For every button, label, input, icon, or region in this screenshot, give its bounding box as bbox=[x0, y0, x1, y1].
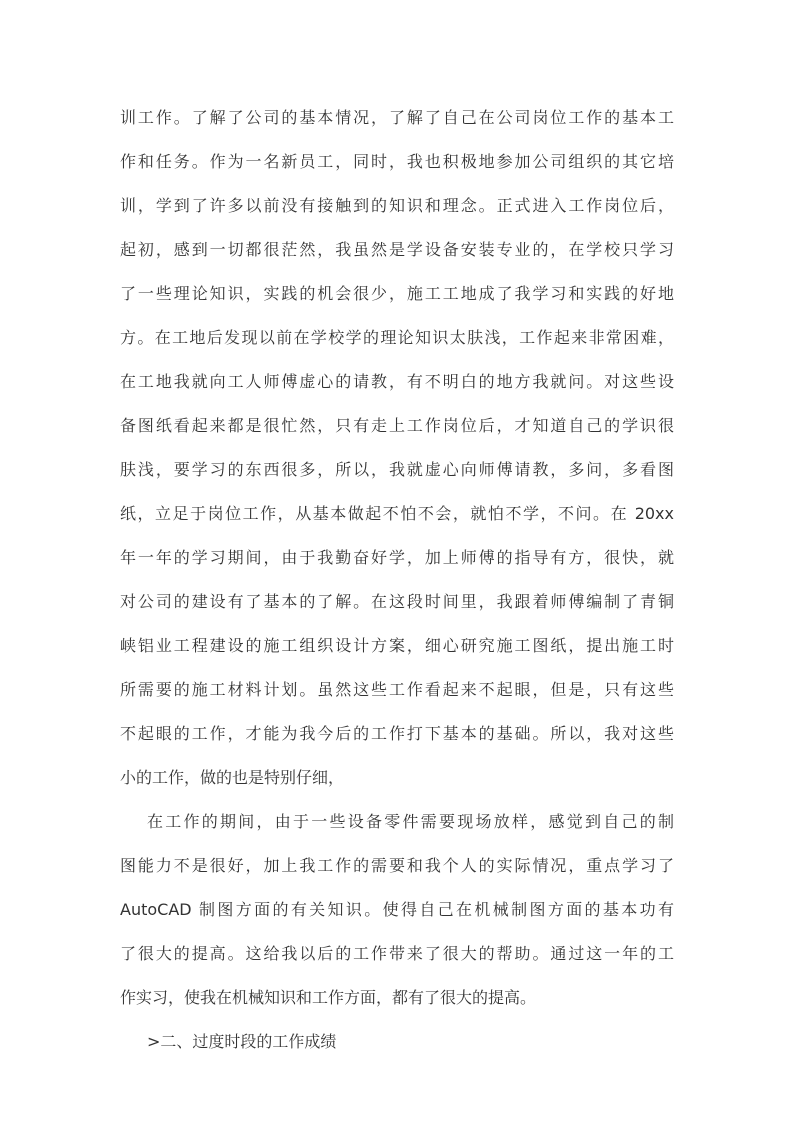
paragraph-2-line-1: 在工作的期间，由于一些设备零件需要现场放样，感觉到自己的制 bbox=[147, 812, 674, 831]
paragraph-2-line-2: 图能力不是很好，加上我工作的需要和我个人的实际情况，重点学习了 bbox=[120, 856, 674, 875]
paragraph-1-line-2: 作和任务。作为一名新员工，同时，我也积极地参加公司组织的其它培 bbox=[120, 152, 674, 171]
paragraph-1-line-13: 峡铝业工程建设的施工组织设计方案，细心研究施工图纸，提出施工时 bbox=[120, 636, 674, 655]
paragraph-2-line-4: 了很大的提高。这给我以后的工作带来了很大的帮助。通过这一年的工 bbox=[120, 944, 674, 963]
paragraph-1-line-7: 在工地我就向工人师傅虚心的请教，有不明白的地方我就问。对这些设 bbox=[120, 372, 674, 391]
paragraph-1-line-1: 训工作。了解了公司的基本情况，了解了自己在公司岗位工作的基本工 bbox=[120, 108, 674, 127]
section-heading: >二、过度时段的工作成绩 bbox=[147, 1032, 337, 1051]
paragraph-1-line-16: 小的工作，做的也是特别仔细， bbox=[120, 768, 345, 787]
paragraph-2-line-5: 作实习，使我在机械知识和工作方面，都有了很大的提高。 bbox=[120, 988, 537, 1007]
paragraph-1-line-15: 不起眼的工作，才能为我今后的工作打下基本的基础。所以，我对这些 bbox=[120, 724, 674, 743]
paragraph-1-line-3: 训，学到了许多以前没有接触到的知识和理念。正式进入工作岗位后， bbox=[120, 196, 674, 215]
paragraph-1-line-5: 了一些理论知识，实践的机会很少，施工工地成了我学习和实践的好地 bbox=[120, 284, 674, 303]
paragraph-1-line-8: 备图纸看起来都是很忙然，只有走上工作岗位后，才知道自己的学识很 bbox=[120, 416, 674, 435]
paragraph-1-line-12: 对公司的建设有了基本的了解。在这段时间里，我跟着师傅编制了青铜 bbox=[120, 592, 674, 611]
paragraph-1-line-6: 方。在工地后发现以前在学校学的理论知识太肤浅，工作起来非常困难， bbox=[120, 328, 674, 347]
paragraph-1-line-11: 年一年的学习期间，由于我勤奋好学，加上师傅的指导有方，很快，就 bbox=[120, 548, 674, 567]
paragraph-1-line-14: 所需要的施工材料计划。虽然这些工作看起来不起眼，但是，只有这些 bbox=[120, 680, 674, 699]
paragraph-1-line-10: 纸，立足于岗位工作，从基本做起不怕不会，就怕不学，不问。在 20xx bbox=[120, 504, 674, 523]
paragraph-2-line-3: AutoCAD 制图方面的有关知识。使得自己在机械制图方面的基本功有 bbox=[120, 900, 674, 919]
paragraph-1-line-9: 肤浅，要学习的东西很多，所以，我就虚心向师傅请教，多问，多看图 bbox=[120, 460, 674, 479]
paragraph-1-line-4: 起初，感到一切都很茫然，我虽然是学设备安装专业的，在学校只学习 bbox=[120, 240, 674, 259]
